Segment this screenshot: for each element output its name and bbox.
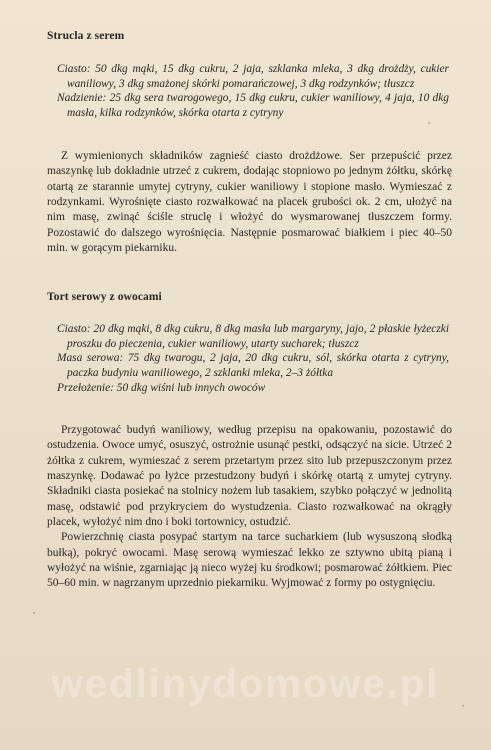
ingredients-block	[57, 322, 449, 396]
watermark: wedlinydomowe.pl	[51, 662, 440, 706]
paper-speck	[462, 705, 464, 707]
method-block	[47, 423, 452, 592]
paper-speck	[428, 122, 430, 124]
ingredients-block	[57, 62, 449, 121]
method-block	[47, 149, 452, 256]
paper-speck	[33, 612, 35, 614]
ingredients-dough: Ciasto: 50 dkg mąki, 15 dkg cukru, 2 jaja, szklanka mleka, 3 dkg drożdży, cukier waniliowy, 3 dkg smażonej skórki pomarańczowej, 3 dkg rodzynków; tłuszcz	[57, 63, 449, 90]
method-paragraph: Przygotować budyń waniliowy, według przepisu na opakowaniu, pozostawić do ostudzenia. Owoce umyć, osuszyć, ostrożnie usunąć pestki, odsączyć na sicie. Utrzeć 2 żółtka z cukrem, wymieszać z serem przetartym przez sito lub przepuszczonym przez maszynkę. Dodawać po łyżce przestudzony budyń i skórkę otartą z umytej cytryny. Składniki ciasta posiekać na stolnicy nożem lub tasakiem, szybko połączyć w jednolitą masę, odstawić pod przykryciem do wystudzenia. Ciasto rozwałkować na okrągły placek, wyłożyć nim dno i boki tortownicy, ostudzić.	[47, 424, 452, 529]
ingredients-layer: Przełożenie: 50 dkg wiśni lub innych owoców	[57, 381, 266, 394]
recipe-title: Strucla z serem	[47, 30, 125, 42]
recipe-title: Tort serowy z owocami	[47, 291, 162, 303]
ingredients-filling: Nadzienie: 25 dkg sera twarogowego, 15 dkg cukru, cukier waniliowy, 4 jaja, 10 dkg masła, kilka rodzynków, skórka otarta z cytryny	[57, 92, 449, 120]
paper-speck	[270, 96, 272, 98]
method-paragraph: Z wymienionych składników zagnieść ciasto drożdżowe. Ser przepuścić przez maszynkę lub dokładnie utrzeć z cukrem, dodając stopniowo po jednym żółtku, skórkę otartą ze starannie umytej cytryny, cukier waniliowy i stopione masło. Wymieszać z rodzynkami. Wyrośnięte ciasto rozwałkować na placek grubości ok. 2 cm, ułożyć na nim masę, zwinąć ściśle struclę i włożyć do wysmarowanej tłuszczem formy. Pozostawić do dalszego wyrośnięcia. Następnie posmarować białkiem i piec 40–50 min. w gorącym piekarniku.	[47, 150, 452, 255]
ingredients-cheese-mass: Masa serowa: 75 dkg twarogu, 2 jaja, 20 dkg cukru, sól, skórka otarta z cytryny, paczka budyniu waniliowego, 2 szklanki mleka, 2–3 żółtka	[57, 352, 449, 380]
ingredients-dough: Ciasto: 20 dkg mąki, 8 dkg cukru, 8 dkg masła lub margaryny, jajo, 2 płaskie łyżeczki proszku do pieczenia, cukier waniliowy, utarty sucharek; tłuszcz	[57, 323, 449, 350]
method-paragraph: Powierzchnię ciasta posypać startym na tarce sucharkiem (lub wysuszoną słodką bułką), pokryć owocami. Masę serową wymieszać lekko ze sztywno ubitą pianą i wyłożyć na wiśnie, zgarniając ją nieco wyżej ku środkowi; posmarować żółtkiem. Piec 50–60 min. w nagrzanym uprzednio piekarniku. Wyjmować z formy po ostygnięciu.	[47, 531, 452, 590]
